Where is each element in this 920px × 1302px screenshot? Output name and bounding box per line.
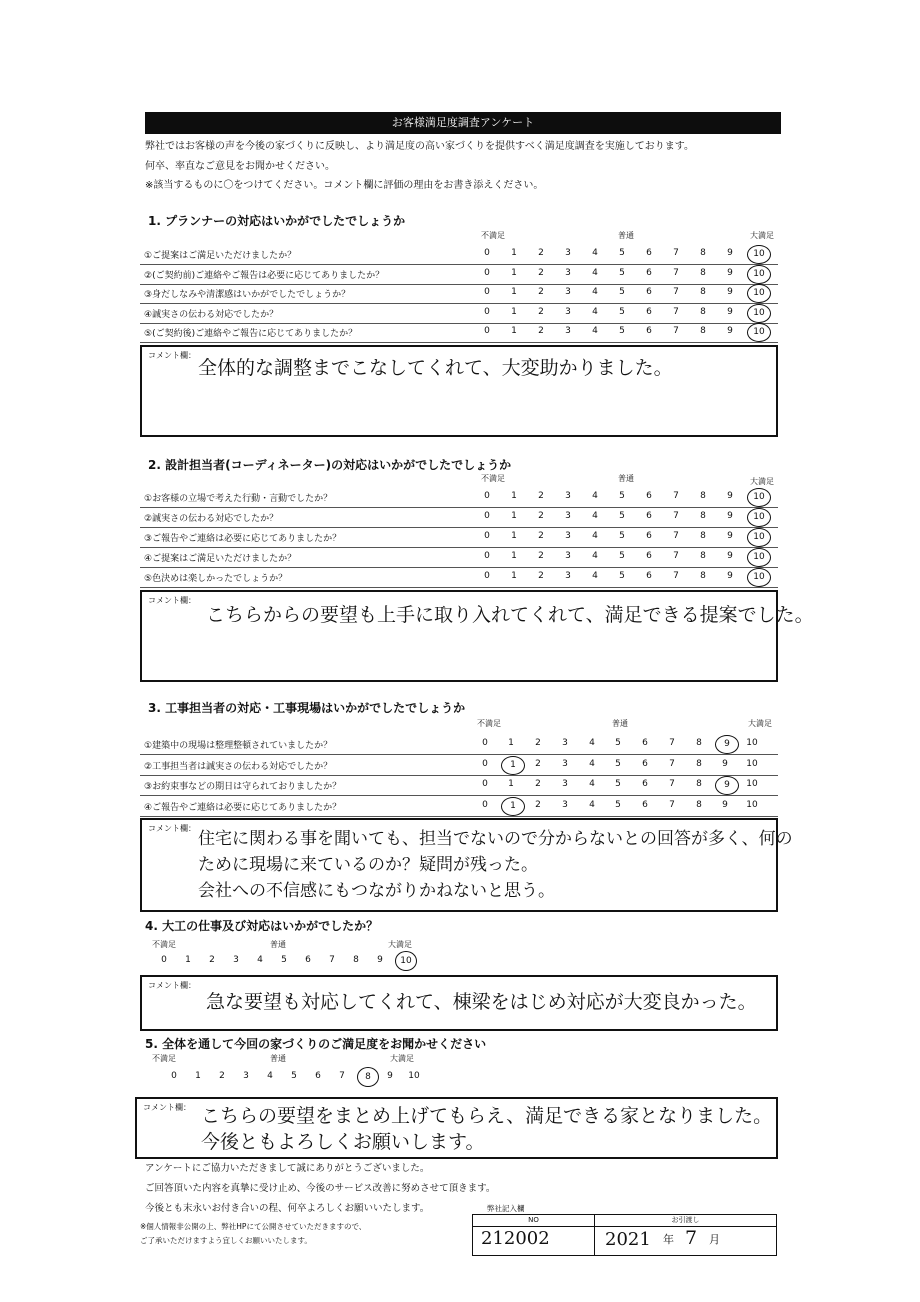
- question-row: [140, 245, 778, 265]
- rating-option[interactable]: 1: [511, 571, 517, 581]
- rating-option[interactable]: 1: [511, 491, 517, 501]
- rating-option[interactable]: 9: [727, 326, 733, 336]
- section-2-comment-box: [140, 590, 814, 682]
- rating-option[interactable]: 1: [508, 738, 514, 748]
- selected-rating[interactable]: 10: [395, 951, 417, 971]
- rating-option[interactable]: 2: [535, 738, 541, 748]
- rating-option[interactable]: 2: [535, 779, 541, 789]
- rating-option[interactable]: 3: [565, 571, 571, 581]
- question-text: ②(ご契約前)ご連絡やご報告は必要に応じてありましたか？: [144, 270, 385, 281]
- rating-option[interactable]: 0: [482, 738, 488, 748]
- rating-option[interactable]: 0: [484, 306, 490, 317]
- rating-option[interactable]: 9: [727, 491, 733, 501]
- rating-option[interactable]: 3: [565, 551, 571, 561]
- rating-option[interactable]: 1: [511, 551, 517, 561]
- rating-option[interactable]: 1: [511, 511, 517, 521]
- handover-year-unit: 年: [663, 1233, 674, 1246]
- rating-option[interactable]: 2: [538, 491, 544, 501]
- section-3-comment-box: [140, 818, 793, 912]
- rating-option[interactable]: 3: [565, 248, 571, 258]
- question-row: [140, 528, 778, 548]
- handover-month: 7: [685, 1227, 698, 1249]
- rating-option[interactable]: 3: [565, 511, 571, 521]
- selected-rating[interactable]: 10: [747, 323, 771, 342]
- section-4-comment-line-1: 急な要望も対応してくれて、棟梁をはじめ対応が大変良かった。: [206, 991, 757, 1013]
- scale-high-label: 大満足: [748, 719, 772, 728]
- section-3-title: 3. 工事担当者の対応・工事現場はいかがでしたでしょうか: [148, 701, 466, 715]
- rating-option[interactable]: 8: [700, 511, 706, 521]
- rating-option[interactable]: 9: [387, 1071, 393, 1081]
- section-1-comment-box: [140, 345, 778, 437]
- rating-option[interactable]: 1: [511, 287, 517, 297]
- question-text: ④誠実さの伝わる対応でしたか？: [144, 309, 279, 320]
- selected-rating[interactable]: 10: [747, 304, 771, 323]
- selected-rating[interactable]: 10: [747, 528, 771, 547]
- rating-option[interactable]: 8: [696, 779, 702, 789]
- rating-option[interactable]: 10: [746, 779, 758, 789]
- section-5-comment-line-2: 今後ともよろしくお願いします。: [201, 1131, 485, 1153]
- selected-rating[interactable]: 1: [501, 756, 525, 775]
- intro-line-1: 弊社ではお客様の声を今後の家づくりに反映し、より満足度の高い家づくりを提供すべく満足度調査を実施しております。: [145, 141, 694, 152]
- rating-option[interactable]: 0: [482, 799, 488, 810]
- rating-option[interactable]: 9: [727, 511, 733, 521]
- rating-option[interactable]: 7: [669, 738, 675, 748]
- rating-option[interactable]: 3: [562, 799, 568, 810]
- selected-rating[interactable]: 1: [501, 797, 525, 816]
- rating-option[interactable]: 7: [673, 511, 679, 521]
- rating-option[interactable]: 4: [592, 551, 598, 561]
- rating-option[interactable]: 4: [589, 799, 595, 810]
- section-2-comment-line-1: こちらからの要望も上手に取り入れてくれて、満足できる提案でした。: [206, 604, 814, 626]
- selected-rating[interactable]: 10: [747, 245, 771, 264]
- rating-option[interactable]: 0: [482, 779, 488, 789]
- comment-label: コメント欄：: [148, 351, 196, 360]
- rating-option[interactable]: 6: [642, 738, 648, 748]
- rating-option[interactable]: 5: [615, 779, 621, 789]
- rating-option[interactable]: 2: [538, 571, 544, 581]
- rating-option[interactable]: 6: [646, 306, 652, 317]
- rating-option[interactable]: 9: [727, 571, 733, 581]
- rating-option[interactable]: 10: [408, 1071, 420, 1081]
- intro-line-3: ※該当するものに〇をつけてください。コメント欄に評価の理由をお書き添えください。: [145, 180, 544, 191]
- rating-option[interactable]: 7: [673, 267, 679, 278]
- rating-option[interactable]: 4: [589, 738, 595, 748]
- question-text: ④ご提案はご満足いただけましたか？: [144, 554, 297, 564]
- scale-low-label: 不満足: [152, 1054, 176, 1063]
- handover-month-unit: 月: [709, 1233, 720, 1246]
- scale-mid-label: 普通: [270, 940, 286, 949]
- scale-mid-label: 普通: [270, 1054, 286, 1063]
- selected-rating[interactable]: 9: [715, 735, 739, 754]
- rating-option[interactable]: 4: [592, 491, 598, 501]
- rating-option[interactable]: 0: [484, 326, 490, 336]
- rating-option[interactable]: 2: [538, 267, 544, 278]
- rating-option[interactable]: 7: [673, 491, 679, 501]
- question-text: ①お客様の立場で考えた行動・言動でしたか？: [144, 494, 333, 504]
- scale-mid-label: 普通: [612, 719, 628, 728]
- selected-rating[interactable]: 10: [747, 548, 771, 567]
- rating-option[interactable]: 6: [646, 267, 652, 278]
- question-row: [140, 568, 778, 588]
- rating-option[interactable]: 3: [562, 738, 568, 748]
- rating-option[interactable]: 3: [565, 326, 571, 336]
- rating-option[interactable]: 9: [727, 306, 733, 317]
- rating-option[interactable]: 6: [646, 287, 652, 297]
- selected-rating[interactable]: 10: [747, 508, 771, 527]
- rating-option[interactable]: 8: [700, 248, 706, 258]
- rating-option[interactable]: 3: [565, 267, 571, 278]
- rating-option[interactable]: 2: [538, 531, 544, 541]
- rating-option[interactable]: 1: [195, 1071, 201, 1081]
- rating-option[interactable]: 6: [642, 799, 648, 810]
- rating-option[interactable]: 8: [700, 491, 706, 501]
- rating-option[interactable]: 2: [535, 758, 541, 769]
- rating-option[interactable]: 7: [673, 571, 679, 581]
- rating-option[interactable]: 4: [592, 571, 598, 581]
- selected-rating[interactable]: 10: [747, 265, 771, 284]
- rating-option[interactable]: 5: [619, 306, 625, 317]
- rating-option[interactable]: 5: [619, 248, 625, 258]
- selected-rating[interactable]: 10: [747, 284, 771, 303]
- privacy-note-1: ※個人情報非公開の上、弊社HPにて公開させていただきますので、: [140, 1222, 367, 1231]
- rating-option[interactable]: 3: [565, 531, 571, 541]
- comment-label: コメント欄：: [148, 981, 196, 990]
- rating-option[interactable]: 1: [511, 531, 517, 541]
- rating-option[interactable]: 8: [700, 551, 706, 561]
- rating-option[interactable]: 2: [538, 326, 544, 336]
- office-use-table: [472, 1214, 777, 1256]
- rating-option[interactable]: 3: [565, 306, 571, 317]
- section-4-title: 4. 大工の仕事及び対応はいかがでしたか？: [145, 919, 379, 933]
- question-text: ②誠実さの伝わる対応でしたか？: [144, 514, 279, 524]
- rating-option[interactable]: 1: [511, 306, 517, 317]
- rating-option[interactable]: 10: [746, 758, 758, 769]
- question-row: [140, 323, 778, 343]
- question-row: [140, 508, 778, 528]
- comment-label: コメント欄：: [148, 596, 196, 605]
- rating-option[interactable]: 2: [538, 511, 544, 521]
- rating-option[interactable]: 8: [700, 306, 706, 317]
- rating-option[interactable]: 6: [646, 531, 652, 541]
- rating-option[interactable]: 2: [538, 551, 544, 561]
- question-text: ③お約束事などの期日は守られておりましたか？: [144, 782, 342, 792]
- scale-mid-label: 普通: [618, 474, 634, 483]
- rating-option[interactable]: 0: [484, 267, 490, 278]
- question-row: [140, 735, 778, 755]
- scale-high-label: 大満足: [388, 940, 412, 949]
- rating-option[interactable]: 2: [538, 287, 544, 297]
- rating-option[interactable]: 6: [646, 491, 652, 501]
- rating-option[interactable]: 7: [339, 1071, 345, 1081]
- rating-option[interactable]: 6: [305, 955, 311, 965]
- rating-option[interactable]: 4: [267, 1071, 273, 1081]
- rating-option[interactable]: 6: [642, 758, 648, 769]
- rating-option[interactable]: 1: [508, 779, 514, 789]
- question-text: ④ご報告やご連絡は必要に応じてありましたか？: [144, 802, 342, 813]
- rating-option[interactable]: 5: [619, 511, 625, 521]
- rating-option[interactable]: 7: [329, 955, 335, 965]
- handover-year: 2021: [605, 1229, 651, 1250]
- rating-option[interactable]: 4: [592, 248, 598, 258]
- rating-option[interactable]: 3: [565, 287, 571, 297]
- rating-option[interactable]: 0: [161, 955, 167, 965]
- rating-option[interactable]: 1: [511, 248, 517, 258]
- question-row: [140, 488, 778, 508]
- rating-option[interactable]: 9: [722, 799, 728, 810]
- rating-option[interactable]: 10: [746, 799, 758, 810]
- rating-option[interactable]: 8: [700, 267, 706, 278]
- question-text: ③身だしなみや清潔感はいかがでしたでしょうか？: [144, 290, 351, 300]
- rating-option[interactable]: 7: [673, 306, 679, 317]
- rating-option[interactable]: 4: [257, 955, 263, 965]
- selected-rating[interactable]: 8: [357, 1067, 379, 1087]
- no-header: NO: [473, 1215, 595, 1227]
- handover-header: お引渡し: [595, 1215, 776, 1227]
- rating-option[interactable]: 0: [484, 551, 490, 561]
- no-value: 212002: [481, 1228, 550, 1249]
- rating-option[interactable]: 4: [592, 287, 598, 297]
- section-3-comment-line-1: 住宅に関わる事を聞いても、担当でないので分からないとの回答が多く、何の: [198, 829, 793, 849]
- rating-option[interactable]: 9: [727, 287, 733, 297]
- intro-line-2: 何卒、率直なご意見をお聞かせください。: [145, 161, 335, 172]
- rating-option[interactable]: 4: [592, 511, 598, 521]
- section-5-comment-box: [135, 1097, 778, 1159]
- scale-low-label: 不満足: [152, 940, 176, 949]
- rating-option[interactable]: 7: [673, 551, 679, 561]
- rating-option[interactable]: 7: [673, 531, 679, 541]
- rating-option[interactable]: 6: [646, 248, 652, 258]
- survey-title: お客様満足度調査アンケート: [145, 112, 781, 134]
- rating-option[interactable]: 3: [562, 779, 568, 789]
- rating-option[interactable]: 8: [700, 531, 706, 541]
- rating-option[interactable]: 10: [746, 738, 758, 748]
- office-use-label: 弊社記入欄: [487, 1204, 525, 1213]
- rating-option[interactable]: 5: [615, 738, 621, 748]
- section-3-comment-line-2: ために現場に来ているのか？疑問が残った。: [198, 855, 538, 875]
- question-row: [140, 756, 778, 776]
- question-row: [140, 265, 778, 285]
- rating-option[interactable]: 6: [646, 551, 652, 561]
- footer-line-1: アンケートにご協力いただきまして誠にありがとうございました。: [145, 1163, 430, 1174]
- rating-option[interactable]: 9: [727, 267, 733, 278]
- selected-rating[interactable]: 10: [747, 568, 771, 587]
- scale-low-label: 不満足: [481, 231, 505, 240]
- rating-option[interactable]: 4: [592, 531, 598, 541]
- rating-option[interactable]: 4: [592, 326, 598, 336]
- rating-option[interactable]: 0: [484, 491, 490, 501]
- comment-label: コメント欄：: [148, 824, 196, 833]
- question-text: ⑤色決めは楽しかったでしょうか？: [144, 574, 288, 584]
- rating-option[interactable]: 4: [589, 758, 595, 769]
- rating-option[interactable]: 0: [484, 511, 490, 521]
- rating-option[interactable]: 7: [669, 758, 675, 769]
- rating-option[interactable]: 0: [484, 531, 490, 541]
- comment-label: コメント欄：: [143, 1103, 191, 1112]
- scale-low-label: 不満足: [481, 474, 505, 483]
- rating-option[interactable]: 4: [592, 267, 598, 278]
- rating-option[interactable]: 0: [484, 248, 490, 258]
- question-row: [140, 284, 778, 304]
- rating-option[interactable]: 5: [281, 955, 287, 965]
- selected-rating[interactable]: 9: [715, 776, 739, 795]
- rating-option[interactable]: 5: [615, 799, 621, 810]
- footer-line-3: 今後とも末永いお付き合いの程、何卒よろしくお願いいたします。: [145, 1203, 430, 1214]
- rating-option[interactable]: 5: [619, 287, 625, 297]
- section-1-title: 1. プランナーの対応はいかがでしたでしょうか: [148, 214, 406, 228]
- rating-option[interactable]: 8: [353, 955, 359, 965]
- question-text: ⑤(ご契約後)ご連絡やご報告に応じてありましたか？: [144, 329, 358, 339]
- selected-rating[interactable]: 10: [747, 488, 771, 507]
- rating-option[interactable]: 2: [219, 1071, 225, 1081]
- rating-option[interactable]: 6: [646, 571, 652, 581]
- rating-option[interactable]: 1: [511, 326, 517, 336]
- rating-option[interactable]: 0: [482, 758, 488, 769]
- section-4-comment-box: [140, 975, 778, 1031]
- rating-option[interactable]: 3: [243, 1071, 249, 1081]
- section-1-comment-line-1: 全体的な調整までこなしてくれて、大変助かりました。: [198, 357, 673, 379]
- question-text: ①ご提案はご満足いただけましたか？: [144, 251, 297, 261]
- rating-option[interactable]: 1: [185, 955, 191, 965]
- rating-option[interactable]: 8: [700, 287, 706, 297]
- rating-option[interactable]: 9: [377, 955, 383, 965]
- rating-option[interactable]: 2: [538, 306, 544, 317]
- rating-option[interactable]: 4: [592, 306, 598, 317]
- rating-option[interactable]: 5: [619, 326, 625, 336]
- scale-mid-label: 普通: [618, 231, 634, 240]
- rating-option[interactable]: 6: [315, 1071, 321, 1081]
- rating-option[interactable]: 3: [562, 758, 568, 769]
- section-2-title: 2. 設計担当者(コーディネーター)の対応はいかがでしたでしょうか: [148, 458, 512, 472]
- rating-option[interactable]: 0: [484, 287, 490, 297]
- scale-low-label: 不満足: [477, 719, 501, 728]
- footer-line-2: ご回答頂いた内容を真摯に受け止め、今後のサービス改善に努めさせて頂きます。: [145, 1183, 496, 1194]
- rating-option[interactable]: 6: [646, 326, 652, 336]
- rating-option[interactable]: 8: [696, 738, 702, 748]
- rating-option[interactable]: 9: [727, 531, 733, 541]
- rating-option[interactable]: 7: [673, 248, 679, 258]
- rating-option[interactable]: 0: [171, 1071, 177, 1081]
- question-row: [140, 548, 778, 568]
- rating-option[interactable]: 2: [535, 799, 541, 810]
- privacy-note-2: ご了承いただけますよう宜しくお願いいたします。: [140, 1236, 312, 1245]
- scale-high-label: 大満足: [750, 231, 774, 240]
- rating-option[interactable]: 0: [484, 571, 490, 581]
- section-5-title: 5. 全体を通して今回の家づくりのご満足度をお聞かせください: [145, 1037, 487, 1051]
- rating-option[interactable]: 9: [727, 248, 733, 258]
- question-text: ③ご報告やご連絡は必要に応じてありましたか？: [144, 534, 342, 544]
- question-row: [140, 776, 778, 796]
- rating-option[interactable]: 5: [291, 1071, 297, 1081]
- rating-option[interactable]: 2: [538, 248, 544, 258]
- question-text: ①建築中の現場は整理整頓されていましたか？: [144, 741, 333, 751]
- rating-option[interactable]: 8: [696, 758, 702, 769]
- rating-option[interactable]: 2: [209, 955, 215, 965]
- rating-option[interactable]: 5: [619, 491, 625, 501]
- rating-option[interactable]: 8: [700, 326, 706, 336]
- rating-option[interactable]: 6: [642, 779, 648, 789]
- rating-option[interactable]: 1: [511, 267, 517, 278]
- section-5-comment-line-1: こちらの要望をまとめ上げてもらえ、満足できる家となりました。: [201, 1105, 773, 1127]
- rating-option[interactable]: 5: [615, 758, 621, 769]
- rating-option[interactable]: 9: [727, 551, 733, 561]
- rating-option[interactable]: 5: [619, 531, 625, 541]
- rating-option[interactable]: 8: [700, 571, 706, 581]
- rating-option[interactable]: 8: [696, 799, 702, 810]
- rating-option[interactable]: 6: [646, 511, 652, 521]
- rating-option[interactable]: 5: [619, 267, 625, 278]
- rating-option[interactable]: 5: [619, 551, 625, 561]
- rating-option[interactable]: 5: [619, 571, 625, 581]
- rating-option[interactable]: 4: [589, 779, 595, 789]
- rating-option[interactable]: 3: [233, 955, 239, 965]
- rating-option[interactable]: 9: [722, 758, 728, 769]
- scale-high-label: 大満足: [390, 1054, 414, 1063]
- rating-option[interactable]: 7: [669, 799, 675, 810]
- rating-option[interactable]: 7: [673, 287, 679, 297]
- section-3-comment-line-3: 会社への不信感にもつながりかねないと思う。: [198, 881, 555, 901]
- question-text: ②工事担当者は誠実さの伝わる対応でしたか？: [144, 761, 333, 772]
- rating-option[interactable]: 7: [669, 779, 675, 789]
- rating-option[interactable]: 7: [673, 326, 679, 336]
- scale-high-label: 大満足: [750, 477, 774, 486]
- question-row: [140, 304, 778, 324]
- question-row: [140, 797, 778, 817]
- rating-option[interactable]: 3: [565, 491, 571, 501]
